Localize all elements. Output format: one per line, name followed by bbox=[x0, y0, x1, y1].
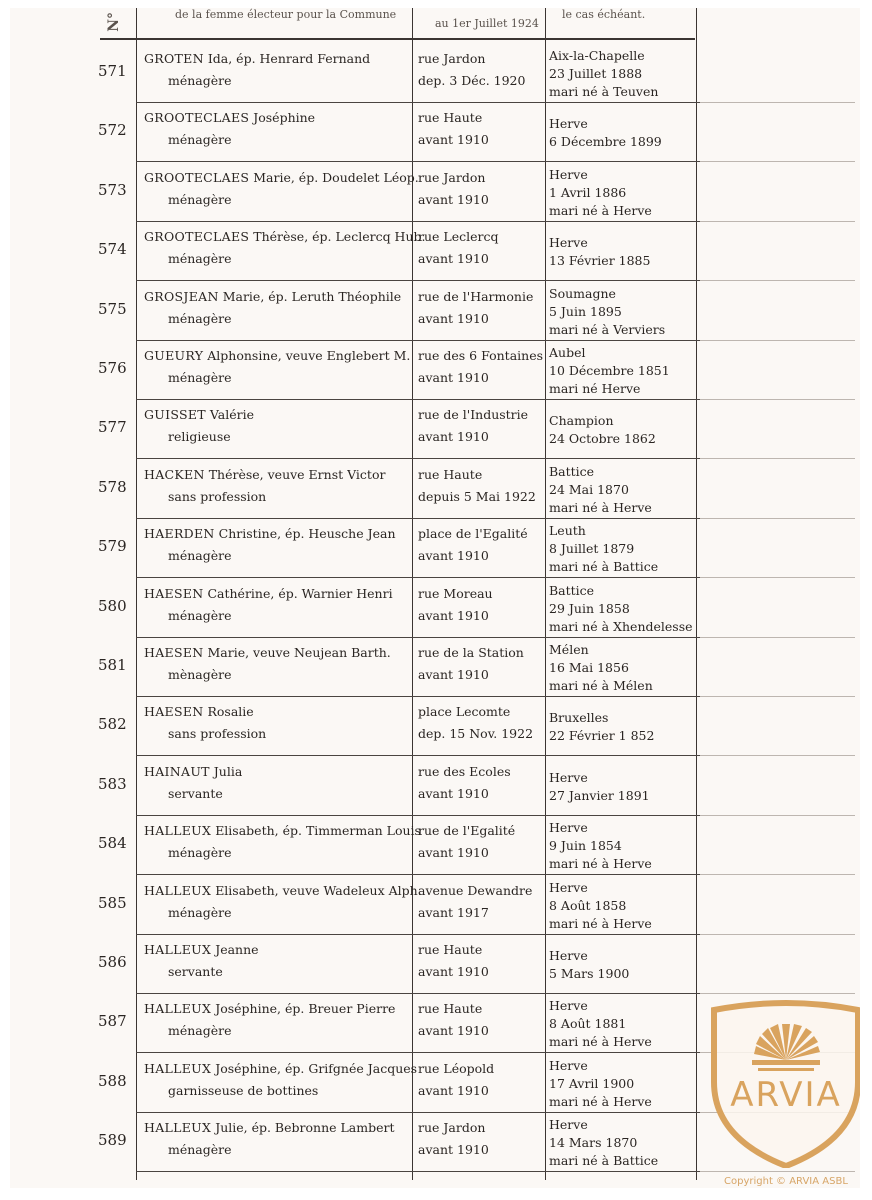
surname: GROOTECLAES bbox=[144, 110, 250, 126]
residence-since: avant 1910 bbox=[418, 191, 489, 207]
register-row bbox=[10, 816, 860, 875]
occupation: ménagère bbox=[168, 73, 232, 88]
person-name bbox=[144, 883, 422, 898]
entry-number: 573 bbox=[98, 180, 127, 199]
surname: HALLEUX bbox=[144, 882, 212, 898]
register-row bbox=[10, 638, 860, 697]
residence-since: avant 1910 bbox=[418, 845, 489, 861]
person-name bbox=[144, 704, 254, 719]
register-row bbox=[10, 935, 860, 994]
person-name bbox=[144, 823, 421, 838]
residence-since: dep. 3 Déc. 1920 bbox=[418, 73, 526, 88]
occupation: servante bbox=[168, 785, 223, 801]
birth-place: Herve bbox=[549, 879, 588, 895]
residence-since: avant 1910 bbox=[418, 1142, 489, 1158]
birth-date: 24 Mai 1870 bbox=[549, 481, 629, 497]
surname: HALLEUX bbox=[144, 942, 212, 957]
register-row bbox=[10, 519, 860, 578]
street-address: place de l'Egalité bbox=[418, 526, 528, 542]
occupation: ménagère bbox=[168, 548, 232, 564]
given-names: Julie, ép. Bebronne Lambert bbox=[215, 1120, 395, 1136]
entry-number: 574 bbox=[98, 240, 127, 259]
birth-place: Aubel bbox=[549, 345, 586, 360]
street-address: rue Jardon bbox=[418, 51, 486, 66]
birth-date: 13 Février 1885 bbox=[549, 253, 651, 269]
spouse-birthplace-note: mari né à Herve bbox=[549, 915, 652, 931]
given-names: Ida, ép. Henrard Fernand bbox=[207, 51, 371, 66]
register-row bbox=[10, 876, 860, 935]
birth-place: Herve bbox=[549, 166, 588, 182]
birth-info bbox=[549, 582, 693, 636]
occupation: religieuse bbox=[168, 429, 231, 445]
occupation: ménagère bbox=[168, 607, 232, 623]
entry-number: 580 bbox=[98, 596, 127, 615]
surname: GROOTECLAES bbox=[144, 229, 250, 245]
birth-date: 8 Juillet 1879 bbox=[549, 541, 635, 557]
given-names: Joséphine, ép. Breuer Pierre bbox=[215, 1001, 396, 1017]
street-address: rue Jardon bbox=[418, 169, 486, 185]
residence-since: avant 1910 bbox=[418, 429, 489, 445]
entry-number: 586 bbox=[98, 953, 127, 971]
spouse-birthplace-note: mari né à Herve bbox=[549, 499, 652, 515]
residence-column-header: au 1er Juillet 1924 bbox=[435, 17, 539, 30]
surname: GROOTECLAES bbox=[144, 169, 250, 185]
person-name bbox=[144, 110, 315, 125]
entry-number: 589 bbox=[98, 1131, 127, 1150]
birth-date: 1 Avril 1886 bbox=[549, 184, 627, 200]
birth-place: Herve bbox=[549, 948, 588, 963]
occupation: ménagère bbox=[168, 370, 232, 385]
birth-place: Mélen bbox=[549, 642, 589, 657]
register-page bbox=[10, 8, 860, 1188]
person-name bbox=[144, 586, 393, 601]
birth-info bbox=[549, 463, 652, 517]
given-names: Thérèse, ép. Leclercq Hub. bbox=[253, 229, 426, 245]
occupation: ménagère bbox=[168, 132, 232, 148]
person-name bbox=[144, 526, 396, 541]
spouse-birthplace-note: mari né à Herve bbox=[549, 1034, 652, 1050]
entry-number: 578 bbox=[98, 477, 127, 496]
entry-number: 584 bbox=[98, 834, 127, 853]
occupation: servante bbox=[168, 964, 223, 979]
entry-number: 585 bbox=[98, 893, 127, 912]
register-row bbox=[10, 400, 860, 459]
given-names: Elisabeth, veuve Wadeleux Alph. bbox=[215, 882, 422, 898]
person-name bbox=[144, 407, 254, 422]
surname: HAESEN bbox=[144, 585, 204, 601]
birth-place: Herve bbox=[549, 1117, 588, 1133]
surname: GROTEN bbox=[144, 51, 204, 66]
birth-place: Champion bbox=[549, 413, 614, 429]
birth-date: 10 Décembre 1851 bbox=[549, 363, 670, 378]
birth-info bbox=[549, 709, 654, 745]
birth-info bbox=[549, 285, 665, 339]
birth-info bbox=[549, 166, 652, 220]
register-row bbox=[10, 222, 860, 281]
residence-since: avant 1910 bbox=[418, 785, 489, 801]
birth-date: 29 Juin 1858 bbox=[549, 600, 630, 616]
residence-since: avant 1910 bbox=[418, 1082, 489, 1098]
birth-date: 22 Février 1 852 bbox=[549, 728, 655, 744]
birth-date: 8 Août 1858 bbox=[549, 897, 627, 913]
street-address: rue Jardon bbox=[418, 1120, 486, 1136]
register-row bbox=[10, 163, 860, 222]
birth-info bbox=[549, 769, 650, 805]
row-rule-faint bbox=[700, 1171, 855, 1172]
register-row bbox=[10, 757, 860, 816]
occupation: mènagère bbox=[168, 667, 232, 682]
street-address: rue Haute bbox=[418, 466, 483, 482]
person-name bbox=[144, 1061, 417, 1076]
given-names: Elisabeth, ép. Timmerman Louis bbox=[215, 823, 421, 839]
person-name bbox=[144, 467, 385, 482]
given-names: Joséphine bbox=[253, 110, 316, 126]
occupation: ménagère bbox=[168, 310, 232, 326]
residence-since: avant 1910 bbox=[418, 370, 489, 385]
birth-info bbox=[549, 47, 658, 101]
given-names: Julia bbox=[213, 763, 243, 779]
spouse-birthplace-note: mari né à Mélen bbox=[549, 678, 653, 693]
street-address: place Lecomte bbox=[418, 704, 511, 720]
birth-info bbox=[549, 115, 662, 151]
birth-place: Herve bbox=[549, 769, 588, 785]
person-name bbox=[144, 645, 391, 660]
entry-number: 571 bbox=[98, 62, 127, 80]
birth-info bbox=[549, 819, 652, 873]
occupation: sans profession bbox=[168, 488, 267, 504]
person-name bbox=[144, 51, 370, 66]
surname: HAINAUT bbox=[144, 763, 210, 779]
given-names: Rosalie bbox=[207, 704, 254, 720]
person-name bbox=[144, 1001, 395, 1016]
birth-date: 23 Juillet 1888 bbox=[549, 66, 643, 81]
person-name bbox=[144, 764, 242, 779]
spouse-birthplace-note: mari né à Verviers bbox=[549, 321, 666, 337]
entry-number: 588 bbox=[98, 1071, 127, 1090]
birth-info bbox=[549, 1057, 652, 1111]
given-names: Joséphine, ép. Grifgnée Jacques bbox=[215, 1060, 418, 1076]
birth-info bbox=[549, 641, 653, 695]
birth-date: 24 Octobre 1862 bbox=[549, 431, 656, 447]
birth-date: 9 Juin 1854 bbox=[549, 838, 622, 854]
given-names: Thérèse, veuve Ernst Victor bbox=[208, 466, 386, 482]
occupation: ménagère bbox=[168, 251, 232, 267]
residence-since: avant 1910 bbox=[418, 964, 489, 979]
column-header bbox=[10, 8, 860, 38]
given-names: Alphonsine, veuve Englebert M. bbox=[207, 348, 411, 363]
street-address: rue des Ecoles bbox=[418, 763, 511, 779]
birth-date: 5 Juin 1895 bbox=[549, 303, 622, 319]
header-rule bbox=[100, 38, 695, 40]
birth-place: Herve bbox=[549, 235, 588, 251]
street-address: avenue Dewandre bbox=[418, 882, 533, 898]
birth-info bbox=[549, 412, 656, 448]
given-names: Cathérine, ép. Warnier Henri bbox=[207, 585, 393, 601]
surname: GROSJEAN bbox=[144, 288, 219, 304]
birth-place: Leuth bbox=[549, 523, 586, 539]
person-name bbox=[144, 942, 259, 957]
spouse-birthplace-note: mari né à Herve bbox=[549, 1093, 652, 1109]
register-row bbox=[10, 697, 860, 756]
residence-since: avant 1910 bbox=[418, 667, 489, 682]
birth-place: Battice bbox=[549, 463, 595, 479]
spouse-birthplace-note: mari né à Herve bbox=[549, 202, 652, 218]
spouse-birthplace-note: mari né à Battice bbox=[549, 1153, 659, 1169]
birth-info bbox=[549, 1116, 658, 1170]
spouse-birthplace-note: mari né Herve bbox=[549, 381, 641, 396]
entry-number: 577 bbox=[98, 418, 127, 437]
birth-date: 8 Août 1881 bbox=[549, 1016, 627, 1032]
given-names: Marie, ép. Doudelet Léop. bbox=[253, 169, 419, 185]
birth-place: Battice bbox=[549, 582, 595, 598]
street-address: rue de l'Industrie bbox=[418, 407, 529, 423]
register-row bbox=[10, 103, 860, 162]
residence-since: avant 1917 bbox=[418, 904, 489, 920]
surname: HALLEUX bbox=[144, 823, 212, 839]
surname: HAERDEN bbox=[144, 526, 215, 542]
street-address: rue de l'Egalité bbox=[418, 823, 516, 839]
occupation: ménagère bbox=[168, 1142, 232, 1158]
birth-place: Herve bbox=[549, 998, 588, 1014]
residence-since: avant 1910 bbox=[418, 607, 489, 623]
person-name bbox=[144, 1120, 395, 1135]
surname: HALLEUX bbox=[144, 1060, 212, 1076]
register-row bbox=[10, 460, 860, 519]
birth-date: 14 Mars 1870 bbox=[549, 1135, 638, 1151]
entry-number: 579 bbox=[98, 537, 127, 556]
arvia-logo bbox=[708, 998, 860, 1168]
birth-info bbox=[549, 879, 652, 933]
birth-place: Herve bbox=[549, 116, 588, 132]
person-name bbox=[144, 229, 425, 244]
given-names: Marie, ép. Leruth Théophile bbox=[222, 288, 402, 304]
person-name bbox=[144, 170, 419, 185]
residence-since: depuis 5 Mai 1922 bbox=[418, 488, 536, 504]
spouse-birthplace-note: mari né à Herve bbox=[549, 856, 652, 872]
arvia-wordmark: ARVIA bbox=[730, 1075, 842, 1115]
birth-info bbox=[549, 344, 670, 398]
surname: HALLEUX bbox=[144, 1001, 212, 1017]
birth-info bbox=[549, 234, 650, 270]
entry-number: 576 bbox=[98, 359, 127, 377]
occupation: ménagère bbox=[168, 1023, 232, 1039]
occupation: ménagère bbox=[168, 845, 232, 861]
street-address: rue Haute bbox=[418, 942, 483, 957]
street-address: rue Moreau bbox=[418, 585, 493, 601]
given-names: Christine, ép. Heusche Jean bbox=[218, 526, 396, 542]
occupation: garnisseuse de bottines bbox=[168, 1082, 319, 1098]
entry-number: 572 bbox=[98, 121, 127, 140]
birth-place: Herve bbox=[549, 820, 588, 836]
entry-number: 575 bbox=[98, 299, 127, 318]
occupation: ménagère bbox=[168, 904, 232, 920]
surname: GUISSET bbox=[144, 407, 206, 423]
birth-info bbox=[549, 522, 658, 576]
number-header: N° bbox=[106, 12, 122, 32]
birth-date: 27 Janvier 1891 bbox=[549, 787, 650, 803]
surname: GUEURY bbox=[144, 348, 204, 363]
occupation: ménagère bbox=[168, 191, 232, 207]
birth-date: 17 Avril 1900 bbox=[549, 1075, 635, 1091]
row-rule bbox=[136, 1171, 700, 1172]
residence-since: avant 1910 bbox=[418, 548, 489, 564]
residence-since: avant 1910 bbox=[418, 1023, 489, 1039]
register-row bbox=[10, 341, 860, 400]
copyright-notice: Copyright © ARVIA ASBL bbox=[724, 1176, 848, 1187]
residence-since: avant 1910 bbox=[418, 251, 489, 267]
entry-number: 583 bbox=[98, 774, 127, 793]
surname: HALLEUX bbox=[144, 1120, 212, 1136]
street-address: rue Haute bbox=[418, 110, 483, 126]
register-row bbox=[10, 44, 860, 103]
given-names: Jeanne bbox=[215, 942, 259, 957]
given-names: Marie, veuve Neujean Barth. bbox=[207, 645, 391, 660]
spouse-birthplace-note: mari né à Teuven bbox=[549, 84, 659, 99]
entry-number: 581 bbox=[98, 656, 127, 674]
street-address: rue de la Station bbox=[418, 645, 524, 660]
name-column-header: de la femme électeur pour la Commune bbox=[175, 8, 397, 21]
surname: HACKEN bbox=[144, 466, 205, 482]
birth-place: Bruxelles bbox=[549, 710, 609, 726]
surname: HAESEN bbox=[144, 704, 204, 720]
spouse-birthplace-note: mari né à Battice bbox=[549, 559, 659, 575]
entry-number: 582 bbox=[98, 715, 127, 734]
birth-place: Aix-la-Chapelle bbox=[549, 48, 645, 63]
street-address: rue de l'Harmonie bbox=[418, 288, 534, 304]
birth-date: 6 Décembre 1899 bbox=[549, 134, 662, 150]
street-address: rue Leclercq bbox=[418, 229, 499, 245]
entry-number: 587 bbox=[98, 1012, 127, 1031]
spouse-birthplace-note: mari né à Xhendelesse bbox=[549, 618, 693, 634]
birth-place: Soumagne bbox=[549, 285, 616, 301]
residence-since: dep. 15 Nov. 1922 bbox=[418, 726, 534, 742]
birth-date: 5 Mars 1900 bbox=[549, 966, 630, 981]
occupation: sans profession bbox=[168, 726, 267, 742]
birth-date: 16 Mai 1856 bbox=[549, 660, 629, 675]
birth-place: Herve bbox=[549, 1057, 588, 1073]
birth-info bbox=[549, 947, 629, 983]
residence-since: avant 1910 bbox=[418, 132, 489, 148]
birth-column-header: le cas échéant. bbox=[562, 8, 646, 21]
person-name bbox=[144, 348, 410, 363]
street-address: rue Léopold bbox=[418, 1060, 495, 1076]
surname: HAESEN bbox=[144, 645, 204, 660]
register-row bbox=[10, 282, 860, 341]
person-name bbox=[144, 289, 401, 304]
street-address: rue Haute bbox=[418, 1001, 483, 1017]
street-address: rue des 6 Fontaines bbox=[418, 348, 544, 363]
birth-info bbox=[549, 997, 652, 1051]
residence-since: avant 1910 bbox=[418, 310, 489, 326]
given-names: Valérie bbox=[209, 407, 255, 423]
register-row bbox=[10, 579, 860, 638]
